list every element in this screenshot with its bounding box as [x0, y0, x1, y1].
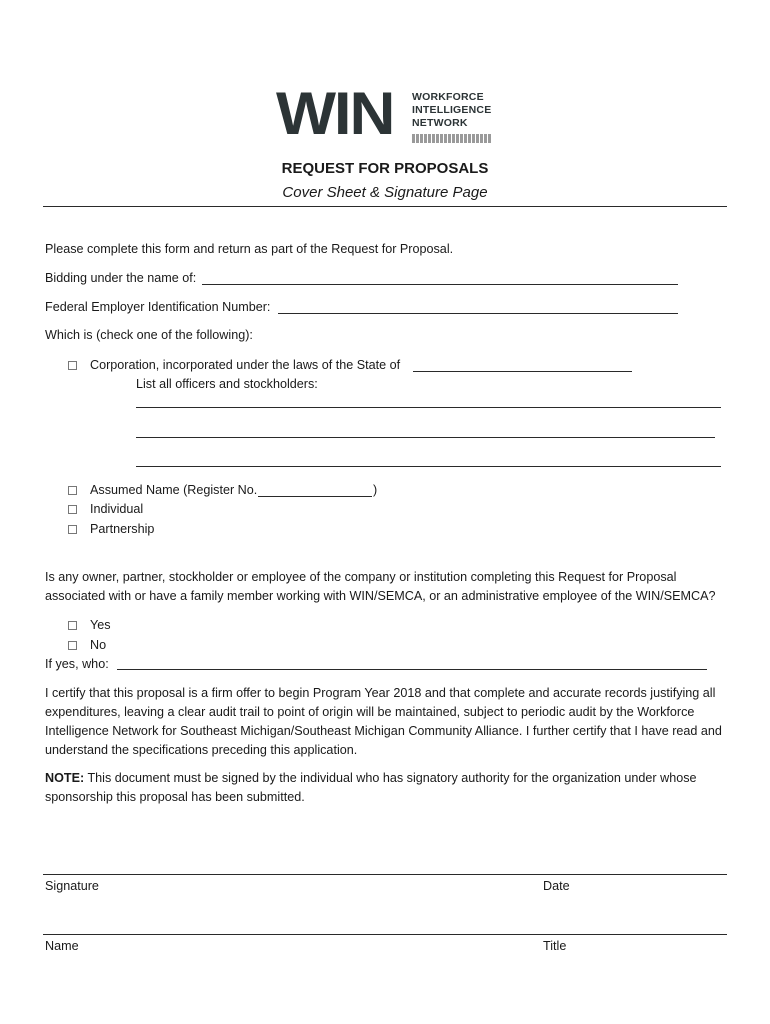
if-yes-label: If yes, who: — [45, 657, 109, 671]
logo-line-1: WORKFORCE — [412, 91, 484, 103]
certification-text: I certify that this proposal is a firm offer to begin Program Year 2018 and that complete and accurate records justifying all expenditures, leaving a clear audit trail to point of origin will be maintained, subject to periodic audit by the Workforce Intelligence Network for Southeast Michigan/Southeast Michigan Community Alliance. I further certify that I have read and understand the specifications preceding this application. — [45, 686, 722, 757]
officers-line-1[interactable] — [136, 407, 721, 408]
entity-type-label: Which is (check one of the following): — [45, 328, 253, 342]
name-label: Name — [45, 939, 79, 953]
officers-label: List all officers and stockholders: — [136, 377, 318, 391]
logo-line-3: NETWORK — [412, 117, 468, 129]
corporation-label: Corporation, incorporated under the laws of the State of — [90, 358, 401, 372]
fein-label: Federal Employer Identification Number: — [45, 300, 271, 314]
relationship-question: Is any owner, partner, stockholder or employee of the company or institution completing this Request for Proposal associated with or have a family member working with WIN/SEMCA, or an administrative employee of the WIN/SEMCA? — [45, 570, 716, 603]
yes-checkbox[interactable] — [68, 621, 77, 630]
partnership-label: Partnership — [90, 522, 155, 536]
document-subtitle: Cover Sheet & Signature Page — [282, 184, 488, 201]
note-label: NOTE: — [45, 771, 85, 785]
signature-label: Signature — [45, 879, 99, 893]
bidding-name-field[interactable] — [202, 284, 678, 285]
logo-bars — [412, 134, 491, 143]
document-title: REQUEST FOR PROPOSALS — [281, 160, 489, 177]
individual-checkbox[interactable] — [68, 505, 77, 514]
fein-field[interactable] — [278, 313, 678, 314]
name-line[interactable] — [43, 934, 727, 935]
header-rule — [43, 206, 727, 207]
officers-line-3[interactable] — [136, 466, 721, 467]
signature-line[interactable] — [43, 874, 727, 875]
bidding-label: Bidding under the name of: — [45, 271, 197, 285]
partnership-checkbox[interactable] — [68, 525, 77, 534]
assumed-name-checkbox[interactable] — [68, 486, 77, 495]
if-yes-who-field[interactable] — [117, 669, 707, 670]
assumed-name-close: ) — [373, 483, 378, 497]
note-text: This document must be signed by the individual who has signatory authority for the organization under whose sponsorship this proposal has been submitted. — [45, 771, 697, 804]
officers-line-2[interactable] — [136, 437, 715, 438]
yes-label: Yes — [90, 618, 111, 632]
individual-label: Individual — [90, 502, 144, 516]
no-label: No — [90, 638, 107, 652]
assumed-name-label: Assumed Name (Register No. — [90, 483, 258, 497]
state-field[interactable] — [413, 371, 632, 372]
date-label: Date — [543, 879, 570, 893]
logo-mark: WIN — [276, 80, 394, 147]
logo-line-2: INTELLIGENCE — [412, 104, 492, 116]
register-no-field[interactable] — [258, 496, 372, 497]
corporation-checkbox[interactable] — [68, 361, 77, 370]
title-label: Title — [543, 939, 567, 953]
intro-text: Please complete this form and return as part of the Request for Proposal. — [45, 242, 454, 256]
logo-wordmark — [412, 91, 491, 130]
note-paragraph — [45, 769, 730, 807]
no-checkbox[interactable] — [68, 641, 77, 650]
